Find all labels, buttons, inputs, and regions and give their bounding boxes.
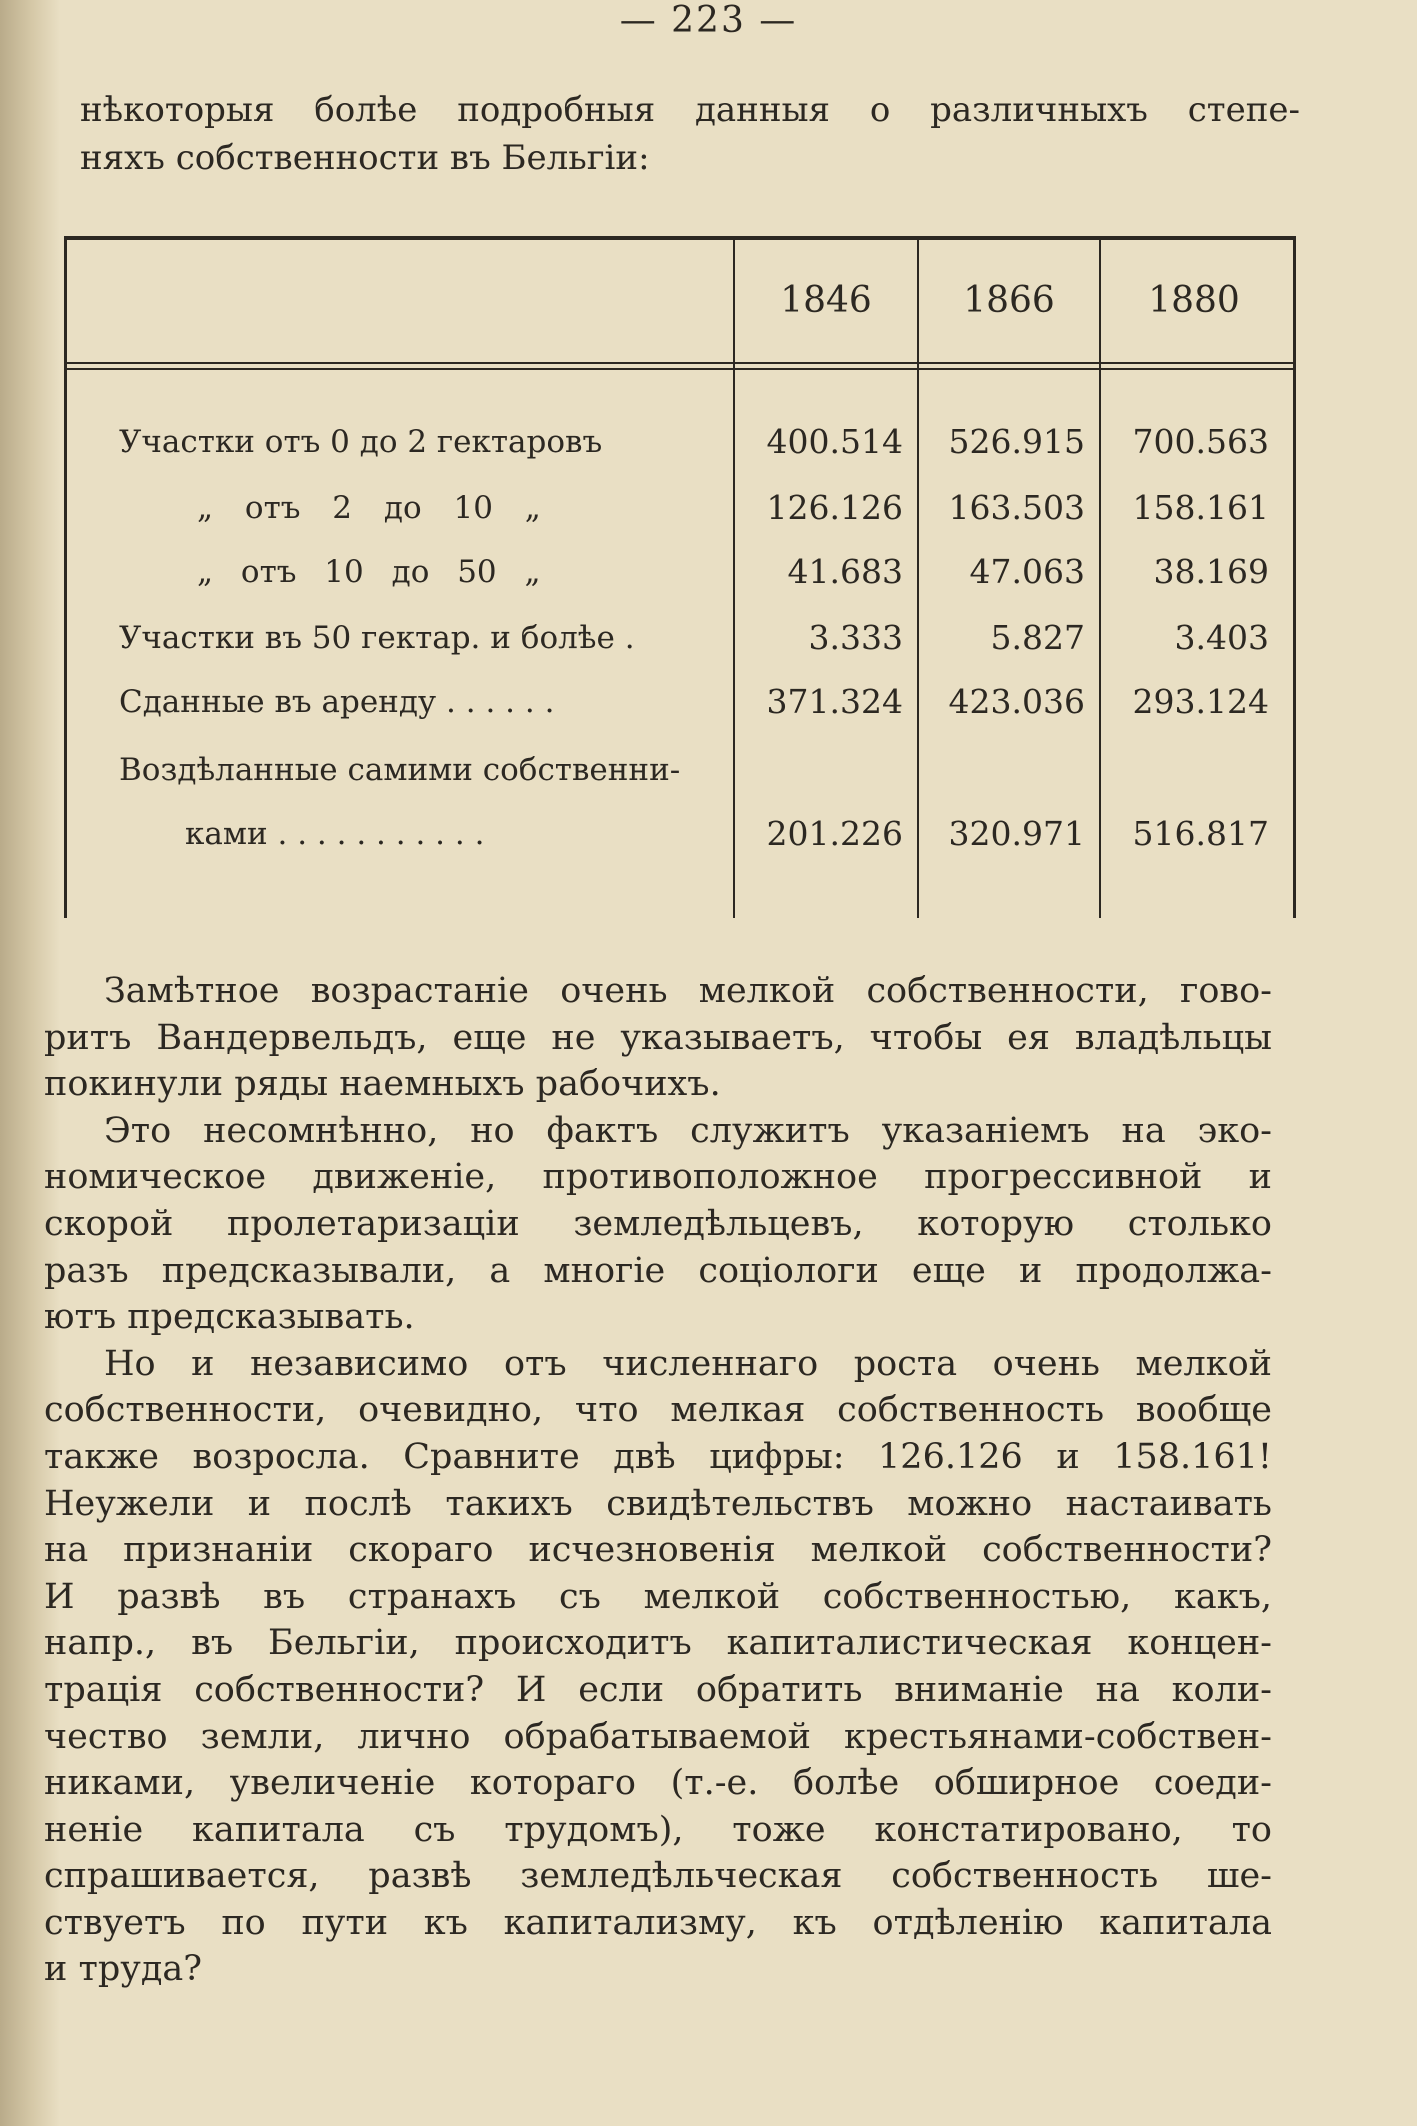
row-label-continuation: ками . . . . . . . . . . . (185, 816, 485, 852)
text-line: Но и независимо отъ численнаго роста очень мелкой (104, 1343, 1272, 1384)
paragraph (44, 1341, 1272, 1993)
text-line: никами, увеличеніе котораго (т.-е. болѣе обширное соеди- (44, 1763, 1272, 1804)
intro-line: няхъ собственности въ Бельгіи: (80, 138, 650, 178)
year-header: 1846 (780, 280, 872, 321)
table-cell: 41.683 (787, 552, 903, 591)
table-cell: 526.915 (948, 422, 1085, 461)
text-line: и труда? (44, 1949, 202, 1990)
text-line: на признаніи скораго исчезновенія мелкой собственности? (44, 1530, 1272, 1571)
table-cell: 423.036 (948, 682, 1085, 721)
text-line: разъ предсказывали, а многіе соціологи еще и продолжа- (44, 1250, 1272, 1291)
text-line: покинули ряды наемныхъ рабочихъ. (44, 1064, 721, 1105)
text-line: собственности, очевидно, что мелкая собственность вообще (44, 1390, 1272, 1431)
table-cell: 158.161 (1132, 488, 1269, 527)
table-cell: 371.324 (766, 682, 903, 721)
text-line: номическое движеніе, противоположное прогрессивной и (44, 1157, 1272, 1198)
table-cell: 320.971 (948, 814, 1085, 853)
page-number: — 223 — (619, 0, 798, 41)
text-line: ритъ Вандервельдъ, еще не указываетъ, чтобы ея владѣльцы (44, 1017, 1272, 1058)
text-line: ствуетъ по пути къ капитализму, къ отдѣленію капитала (44, 1902, 1272, 1943)
text-line: напр., въ Бельгіи, происходитъ капиталистическая концен- (44, 1623, 1272, 1664)
row-label: „ отъ 10 до 50 „ (197, 554, 541, 590)
text-line: Это несомнѣнно, но фактъ служитъ указаніемъ на эко- (104, 1110, 1272, 1151)
year-header: 1880 (1148, 280, 1240, 321)
text-line: Неужели и послѣ такихъ свидѣтельствъ можно настаивать (44, 1483, 1272, 1524)
table-cell: 700.563 (1132, 422, 1269, 461)
row-label: Участки въ 50 гектар. и болѣе . (119, 620, 635, 656)
text-line: чество земли, лично обрабатываемой крестьянами-собствен- (44, 1716, 1272, 1757)
body-text (44, 968, 1272, 1993)
table-cell: 201.226 (766, 814, 903, 853)
text-line: спрашивается, развѣ земледѣльческая собственность ше- (44, 1856, 1272, 1897)
text-line: скорой пролетаризаціи земледѣльцевъ, которую столько (44, 1203, 1272, 1244)
paragraph (44, 968, 1272, 1108)
column-divider (917, 240, 919, 918)
text-line: трація собственности? И если обратить вниманіе на коли- (44, 1669, 1272, 1710)
text-line: Замѣтное возрастаніе очень мелкой собственности, гово- (104, 971, 1272, 1011)
year-header: 1866 (963, 280, 1055, 321)
table-cell: 163.503 (948, 488, 1085, 527)
table-cell: 3.403 (1174, 618, 1269, 657)
text-line: неніе капитала съ трудомъ), тоже констатировано, то (44, 1809, 1272, 1850)
table-cell: 293.124 (1132, 682, 1269, 721)
text-line: ютъ предсказывать. (44, 1297, 415, 1338)
table-cell: 516.817 (1132, 814, 1269, 853)
property-statistics-table (64, 236, 1296, 918)
text-line: также возросла. Сравните двѣ цифры: 126.126 и 158.161! (44, 1436, 1272, 1477)
intro-text (80, 86, 1300, 182)
text-line: И развѣ въ странахъ съ мелкой собственностью, какъ, (44, 1576, 1272, 1617)
table-cell: 47.063 (969, 552, 1085, 591)
column-divider (733, 240, 735, 918)
row-label: „ отъ 2 до 10 „ (197, 490, 541, 526)
intro-line: нѣкоторыя болѣе подробныя данныя о различныхъ степе- (80, 90, 1300, 130)
row-label: Сданные въ аренду . . . . . . (119, 684, 555, 720)
table-cell: 400.514 (766, 422, 903, 461)
paragraph (44, 1108, 1272, 1341)
header-rule (67, 362, 1293, 364)
table-cell: 5.827 (990, 618, 1085, 657)
header-rule (67, 368, 1293, 370)
row-label: Воздѣланные самими собственни- (119, 752, 681, 788)
table-cell: 38.169 (1153, 552, 1269, 591)
column-divider (1099, 240, 1101, 918)
row-label: Участки отъ 0 до 2 гектаровъ (119, 424, 603, 460)
table-cell: 126.126 (766, 488, 903, 527)
table-cell: 3.333 (808, 618, 903, 657)
